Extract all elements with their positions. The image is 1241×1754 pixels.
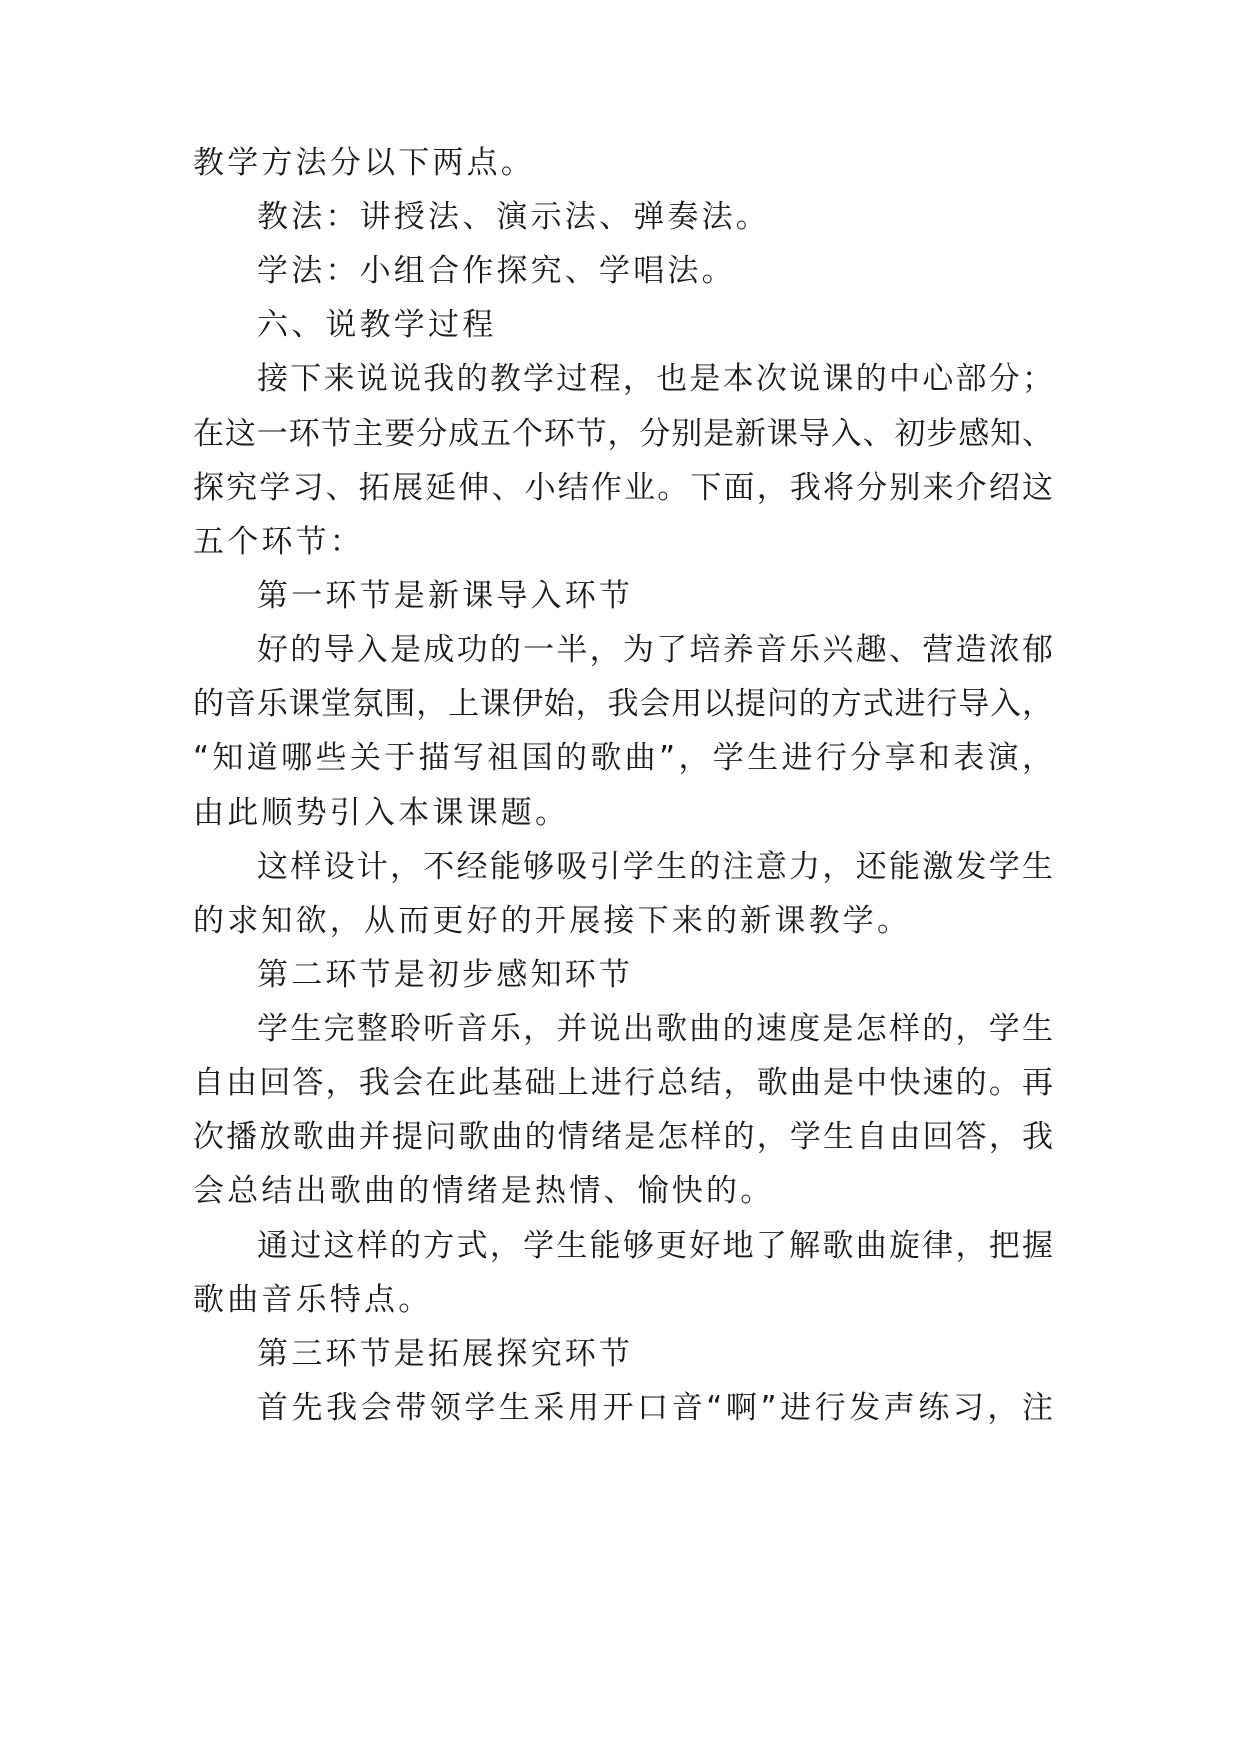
text-line: 的音乐课堂氛围，上课伊始，我会用以提问的方式进行导入，	[193, 686, 1053, 722]
text-line: 学生完整聆听音乐，并说出歌曲的速度是怎样的，学生	[257, 1011, 1053, 1047]
subsection-heading: 第一环节是新课导入环节	[257, 578, 634, 614]
text-line: 教法：讲授法、演示法、弹奏法。	[257, 199, 770, 235]
text-line: 好的导入是成功的一半，为了培养音乐兴趣、营造浓郁	[257, 632, 1053, 668]
text-line: 这样设计，不经能够吸引学生的注意力，还能激发学生	[257, 849, 1053, 885]
text-line: 由此顺势引入本课课题。	[193, 795, 570, 831]
text-line: 歌曲音乐特点。	[193, 1282, 433, 1318]
text-line: 在这一环节主要分成五个环节，分别是新课导入、初步感知、	[193, 416, 1053, 452]
text-line: 会总结出歌曲的情绪是热情、愉快的。	[193, 1173, 775, 1209]
section-heading: 六、说教学过程	[257, 307, 497, 343]
subsection-heading: 第三环节是拓展探究环节	[257, 1336, 634, 1372]
text-line: 的求知欲，从而更好的开展接下来的新课教学。	[193, 903, 912, 939]
text-line: 次播放歌曲并提问歌曲的情绪是怎样的，学生自由回答，我	[193, 1119, 1053, 1155]
subsection-heading: 第二环节是初步感知环节	[257, 957, 634, 993]
text-line: 接下来说说我的教学过程，也是本次说课的中心部分；	[257, 361, 1053, 397]
text-line: 学法：小组合作探究、学唱法。	[257, 253, 736, 289]
text-line: 首先我会带领学生采用开口音“啊”进行发声练习，注	[257, 1390, 1053, 1426]
text-line: 探究学习、拓展延伸、小结作业。下面，我将分别来介绍这	[193, 470, 1053, 506]
text-line: “知道哪些关于描写祖国的歌曲”，学生进行分享和表演，	[193, 740, 1053, 776]
text-line: 通过这样的方式，学生能够更好地了解歌曲旋律，把握	[257, 1228, 1053, 1264]
text-line: 自由回答，我会在此基础上进行总结，歌曲是中快速的。再	[193, 1065, 1053, 1101]
text-line: 教学方法分以下两点。	[193, 145, 535, 181]
text-line: 五个环节：	[193, 524, 364, 560]
